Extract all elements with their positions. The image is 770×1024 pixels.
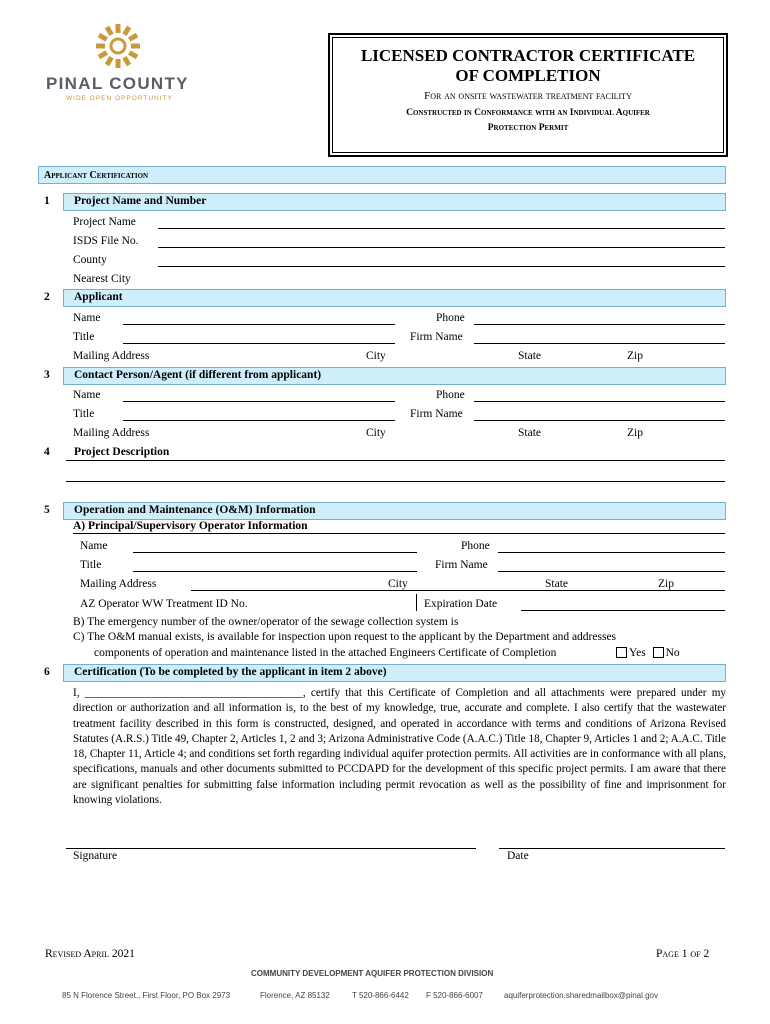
applicant-certification-title: Applicant Certification bbox=[44, 170, 149, 181]
operator-mailing-field[interactable] bbox=[191, 590, 725, 591]
project-name-label: Project Name bbox=[73, 216, 136, 228]
revised-date: Revised April 2021 bbox=[45, 948, 135, 960]
om-manual-options bbox=[612, 647, 680, 659]
project-description-line-1[interactable] bbox=[66, 460, 725, 461]
isds-file-field[interactable] bbox=[158, 247, 725, 248]
section-1-number: 1 bbox=[44, 195, 50, 207]
section-3-header bbox=[38, 367, 726, 385]
subtitle-3: Protection Permit bbox=[487, 123, 569, 133]
applicant-certification-header bbox=[38, 166, 726, 184]
footer-fax: F 520-866-6007 bbox=[426, 991, 483, 1000]
section-4-title: Project Description bbox=[74, 446, 170, 458]
om-subsection-a: A) Principal/Supervisory Operator Information bbox=[73, 520, 308, 532]
yes-label: Yes bbox=[629, 647, 646, 659]
operator-zip-label: Zip bbox=[658, 578, 674, 590]
footer-address: 85 N Florence Street., First Floor, PO Box 2973 bbox=[62, 991, 231, 1000]
section-3-title: Contact Person/Agent (if different from applicant) bbox=[74, 369, 322, 381]
subtitle-2: Constructed in Conformance with an Individual Aquifer bbox=[406, 108, 650, 118]
footer-city: Florence, AZ 85132 bbox=[260, 991, 330, 1000]
contact-state-label: State bbox=[518, 427, 541, 439]
expiration-date-label: Expiration Date bbox=[424, 598, 498, 610]
section-4-number: 4 bbox=[44, 446, 50, 458]
applicant-title-field[interactable] bbox=[123, 343, 395, 344]
yes-checkbox[interactable] bbox=[616, 647, 627, 658]
footer-phone: T 520-866-6442 bbox=[352, 991, 409, 1000]
contact-mailing-label: Mailing Address bbox=[73, 427, 150, 439]
applicant-name-field[interactable] bbox=[123, 324, 395, 325]
nearest-city-label: Nearest City bbox=[73, 273, 131, 285]
project-name-field[interactable] bbox=[158, 228, 725, 229]
operator-mailing-label: Mailing Address bbox=[80, 578, 157, 590]
sun-emblem-icon bbox=[38, 22, 208, 82]
contact-title-field[interactable] bbox=[123, 420, 395, 421]
applicant-firm-field[interactable] bbox=[474, 343, 725, 344]
section-6-number: 6 bbox=[44, 666, 50, 678]
county-label: County bbox=[73, 254, 107, 266]
operator-firm-field[interactable] bbox=[498, 571, 725, 572]
applicant-zip-label: Zip bbox=[627, 350, 643, 362]
date-label: Date bbox=[507, 850, 529, 862]
contact-phone-label: Phone bbox=[436, 389, 465, 401]
no-checkbox[interactable] bbox=[653, 647, 664, 658]
operator-title-label: Title bbox=[80, 559, 102, 571]
contact-firm-field[interactable] bbox=[474, 420, 725, 421]
contact-city-label: City bbox=[366, 427, 386, 439]
subtitle-1: For an onsite wastewater treatment facility bbox=[424, 90, 632, 102]
signature-label: Signature bbox=[73, 850, 118, 862]
section-3-number: 3 bbox=[44, 369, 50, 381]
section-1-title: Project Name and Number bbox=[74, 195, 207, 207]
operator-phone-field[interactable] bbox=[498, 552, 725, 553]
division-name: COMMUNITY DEVELOPMENT AQUIFER PROTECTION DIVISION bbox=[251, 969, 494, 978]
applicant-city-label: City bbox=[366, 350, 386, 362]
pinal-county-logo bbox=[38, 22, 208, 112]
applicant-title-label: Title bbox=[73, 331, 95, 343]
title-box bbox=[328, 33, 728, 157]
no-label: No bbox=[665, 647, 680, 659]
expiration-date-field[interactable] bbox=[521, 610, 725, 611]
section-6-title: Certification (To be completed by the applicant in item 2 above) bbox=[74, 666, 387, 678]
om-subsection-a-underline bbox=[73, 533, 725, 534]
section-2-number: 2 bbox=[44, 291, 50, 303]
page-number: Page 1 of 2 bbox=[656, 948, 710, 960]
operator-name-label: Name bbox=[80, 540, 108, 552]
om-manual-text-1: C) The O&M manual exists, is available for inspection upon request to the applicant by the Department and addresses bbox=[73, 631, 617, 643]
footer-email[interactable]: aquiferprotection.sharedmailbox@pinal.gov bbox=[504, 991, 658, 1000]
section-5-title: Operation and Maintenance (O&M) Information bbox=[74, 504, 316, 516]
contact-phone-field[interactable] bbox=[474, 401, 725, 402]
operator-title-field[interactable] bbox=[133, 571, 417, 572]
section-2-header bbox=[38, 289, 726, 307]
isds-file-label: ISDS File No. bbox=[73, 235, 139, 247]
date-field[interactable] bbox=[499, 848, 725, 849]
contact-name-label: Name bbox=[73, 389, 101, 401]
section-6-header bbox=[38, 664, 726, 682]
emergency-number-text: B) The emergency number of the owner/operator of the sewage collection system is bbox=[73, 616, 459, 628]
contact-name-field[interactable] bbox=[123, 401, 395, 402]
section-2-title: Applicant bbox=[74, 291, 123, 303]
az-operator-id-label: AZ Operator WW Treatment ID No. bbox=[80, 598, 248, 610]
om-manual-text-2: components of operation and maintenance listed in the attached Engineers Certificate of Completion bbox=[94, 647, 557, 659]
contact-zip-label: Zip bbox=[627, 427, 643, 439]
contact-firm-label: Firm Name bbox=[410, 408, 463, 420]
county-field[interactable] bbox=[158, 266, 725, 267]
logo-tagline: WIDE OPEN OPPORTUNITY bbox=[66, 95, 173, 102]
applicant-firm-label: Firm Name bbox=[410, 331, 463, 343]
applicant-phone-field[interactable] bbox=[474, 324, 725, 325]
section-1-header bbox=[38, 193, 726, 211]
applicant-state-label: State bbox=[518, 350, 541, 362]
section-5-number: 5 bbox=[44, 504, 50, 516]
operator-state-label: State bbox=[545, 578, 568, 590]
id-divider bbox=[416, 594, 417, 611]
project-description-line-2[interactable] bbox=[66, 481, 725, 482]
operator-name-field[interactable] bbox=[133, 552, 417, 553]
section-5-header bbox=[38, 502, 726, 520]
signature-field[interactable] bbox=[66, 848, 476, 849]
applicant-mailing-label: Mailing Address bbox=[73, 350, 150, 362]
operator-firm-label: Firm Name bbox=[435, 559, 488, 571]
operator-city-label: City bbox=[388, 578, 408, 590]
contact-title-label: Title bbox=[73, 408, 95, 420]
certification-paragraph: I, _______________________________________, certify that this Certificate of Completion and all attachments were prepared under my direction or authorization and all information is, to the best of my knowledge, true, accurate and complete. I also certify that the wastewater treatment facility described in this form is constructed, designed, and operated in accordance with terms and conditions of Arizona Revised Statutes (A.R.S.) Title 49, Chapter 2, Articles 1, 2 and 3; Arizona Administrative Code (A.A.C.) Title 18, Chapter 9, Articles 1 and 2; A.A.C. Title 18, Chapter 11, Article 4; and conditions set forth regarding individual aquifer protection permits. All activities are in conformance with all plans, specifications, manuals and other documents submitted to PCCDAPD for the development of this specific project permits. I am aware that there are significant penalties for submitting false information including permit revocation as well as the possibility of fine and imprisonment for knowing violations. bbox=[73, 687, 726, 807]
applicant-name-label: Name bbox=[73, 312, 101, 324]
title-line-2: OF COMPLETION bbox=[455, 66, 601, 85]
applicant-phone-label: Phone bbox=[436, 312, 465, 324]
logo-name: PINAL COUNTY bbox=[46, 74, 189, 93]
title-line-1: LICENSED CONTRACTOR CERTIFICATE bbox=[360, 46, 696, 65]
operator-phone-label: Phone bbox=[461, 540, 490, 552]
